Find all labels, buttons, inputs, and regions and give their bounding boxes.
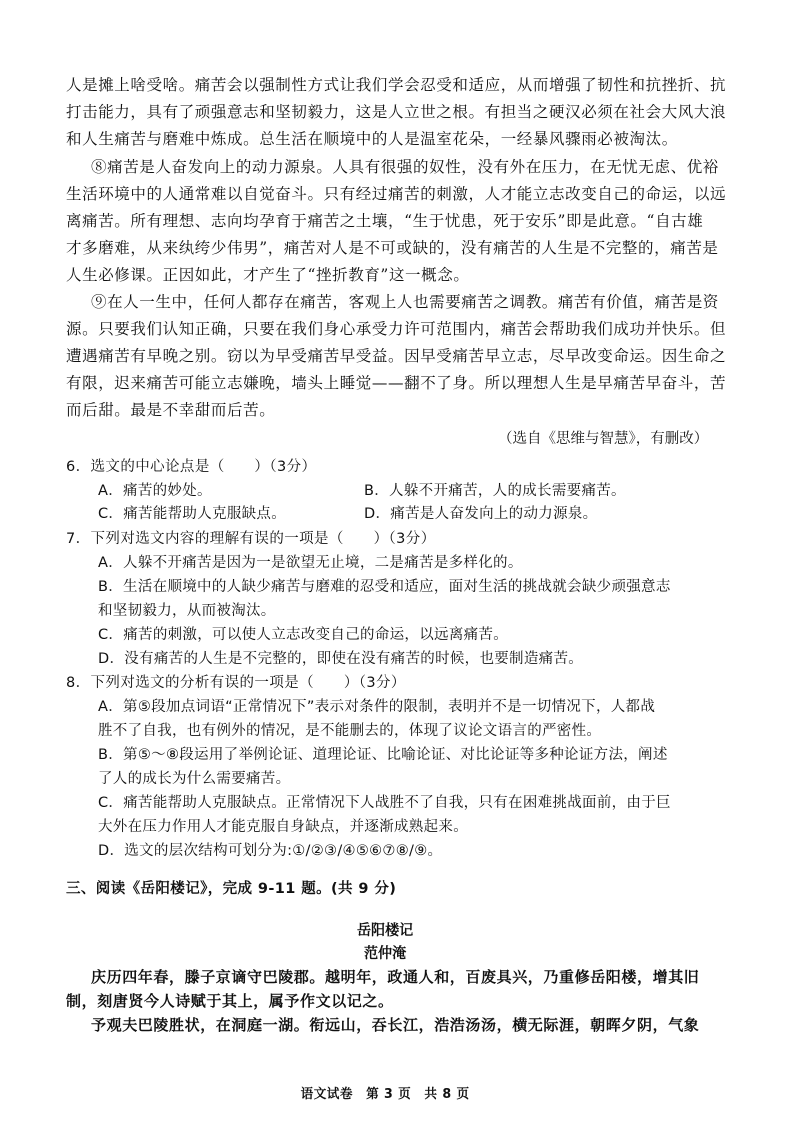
essay-line-13: 而后甜。最是不幸甜而后苦。: [66, 401, 276, 419]
essay-line-12: 有限，迟来痛苦可能立志嫌晚，墙头上睡觉——翻不了身。所以理想人生是早痛苦早奋斗，苦: [66, 374, 727, 392]
question-6-option-b: B．人躲不开痛苦，人的成长需要痛苦。: [364, 483, 626, 499]
essay-line-6: 离痛苦。所有理想、志向均孕育于痛苦之土壤，“生于忧患，死于安乐”即是此意。“自古雄: [66, 212, 704, 230]
question-7-option-a: A．人躲不开痛苦是因为一是欲望无止境，二是痛苦是多样化的。: [98, 555, 523, 571]
question-8-option-b: B．第⑤～⑧段运用了举例论证、道理论证、比喻论证、对比论证等多种论证方法，阐述: [98, 747, 668, 763]
question-8-option-a-cont: 胜不了自我，也有例外的情况，是不能删去的，体现了议论文语言的严密性。: [98, 723, 602, 739]
question-7-stem: 7．下列对选文内容的理解有误的一项是（ ）（3分）: [66, 531, 436, 547]
question-7-option-d: D．没有痛苦的人生是不完整的，即使在没有痛苦的时候，也要制造痛苦。: [98, 651, 584, 667]
essay-line-1: 人是摊上啥受啥。痛苦会以强制性方式让我们学会忍受和适应，从而增强了韧性和抗挫折、抗: [66, 76, 727, 94]
essay-paragraph-8: ⑧痛苦是人奋发向上的动力源泉。人具有很强的奴性，没有外在压力，在无忧无虑、优裕: [91, 158, 719, 176]
passage-title: 岳阳楼记: [356, 922, 414, 939]
section-3-heading: 三、阅读《岳阳楼记》，完成 9-11 题。(共 9 分): [66, 881, 397, 897]
page-footer: 语文试卷 第 3 页 共 8 页: [300, 1087, 470, 1102]
classical-line-1: 庆历四年春，滕子京谪守巴陵郡。越明年，政通人和，百废具兴，乃重修岳阳楼，增其旧: [91, 968, 700, 986]
question-8-option-c: C．痛苦能帮助人克服缺点。正常情况下人战胜不了自我，只有在困难挑战面前，由于巨: [98, 795, 671, 811]
question-7-option-b: B．生活在顺境中的人缺少痛苦与磨难的忍受和适应，面对生活的挑战就会缺少顽强意志: [98, 579, 671, 595]
question-6-stem: 6．选文的中心论点是（ ）（3分）: [66, 459, 317, 475]
question-7-option-b-cont: 和坚韧毅力，从而被淘汰。: [98, 603, 276, 619]
essay-paragraph-9: ⑨在人一生中，任何人都存在痛苦，客观上人也需要痛苦之调教。痛苦有价值，痛苦是资: [91, 293, 719, 311]
essay-line-2: 打击能力，具有了顽强意志和坚韧毅力，这是人立世之根。有担当之硬汉必须在社会大风大浪: [66, 103, 727, 121]
question-6-option-c: C．痛苦能帮助人克服缺点。: [98, 506, 287, 522]
question-6-option-a: A．痛苦的妙处。: [98, 483, 212, 499]
essay-line-10: 源。只要我们认知正确，只要在我们身心承受力许可范围内，痛苦会帮助我们成功并快乐。但: [66, 320, 727, 338]
question-7-option-c: C．痛苦的刺激，可以使人立志改变自己的命运，以远离痛苦。: [98, 627, 509, 643]
question-8-option-d: D．选文的层次结构可划分为:①/②③/④⑤⑥⑦⑧/⑨。: [98, 843, 443, 859]
essay-source: （选自《思维与智慧》，有删改）: [498, 431, 709, 447]
essay-line-3: 和人生痛苦与磨难中炼成。总生活在顺境中的人是温室花朵，一经暴风骤雨必被淘汰。: [66, 130, 678, 148]
question-8-option-a: A．第⑤段加点词语“正常情况下”表示对条件的限制，表明并不是一切情况下，人都战: [98, 699, 656, 715]
question-6-option-d: D．痛苦是人奋发向上的动力源泉。: [364, 506, 598, 522]
essay-line-5: 生活环境中的人通常难以自觉奋斗。只有经过痛苦的刺激，人才能立志改变自己的命运，以远: [66, 185, 727, 203]
essay-line-8: 人生必修课。正因如此，才产生了“挫折教育”这一概念。: [66, 266, 470, 284]
question-8-stem: 8．下列对选文的分析有误的一项是（ ）（3分）: [66, 675, 406, 691]
question-8-option-c-cont: 大外在压力作用人才能克服自身缺点，并逐渐成熟起来。: [98, 819, 468, 835]
essay-line-11: 遭遇痛苦有早晚之别。窃以为早受痛苦早受益。因早受痛苦早立志，尽早改变命运。因生命之: [66, 347, 727, 365]
question-8-option-b-cont: 了人的成长为什么需要痛苦。: [98, 771, 291, 787]
essay-line-7: 才多磨难，从来纨绔少伟男”，痛苦对人是不可或缺的，没有痛苦的人生是不完整的，痛苦是: [66, 239, 719, 257]
passage-author: 范仲淹: [363, 945, 407, 962]
classical-line-2: 制，刻唐贤今人诗赋于其上，属予作文以记之。: [66, 992, 394, 1010]
classical-line-3: 予观夫巴陵胜状，在洞庭一湖。衔远山，吞长江，浩浩汤汤，横无际涯，朝晖夕阴，气象: [91, 1016, 700, 1034]
